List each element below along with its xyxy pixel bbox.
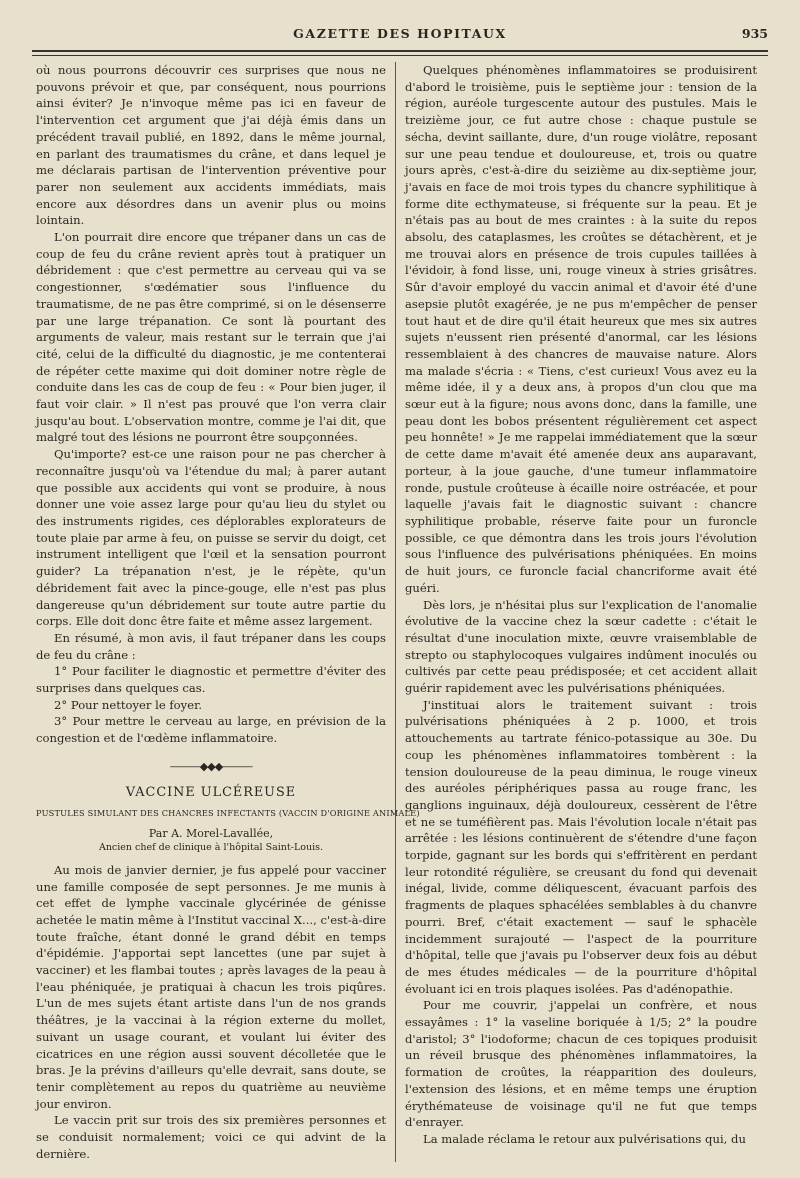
- paragraph: où nous pourrons découvrir ces surprises que nous ne pouvons prévoir et que, par conséquent, nous pourrions ainsi éviter? Je n'invoque même pas ici en faveur de l'intervention cet argument que j'ai déjà émis dans un précédent travail publié, en 1892, dans le même journal, en parlant des traumatismes du crâne, et dans lequel je me déclarais partisan de l'intervention préventive pour parer non seulement aux accidents immédiats, mais encore aux désordres dans un avenir plus ou moins lointain.: [36, 63, 386, 228]
- section-separator: ———◆◆◆———: [169, 759, 253, 773]
- paragraph: 2° Pour nettoyer le foyer.: [54, 697, 203, 712]
- article-affiliation: Ancien chef de clinique à l'hôpital Saint-Louis.: [98, 841, 324, 853]
- paragraph: Quelques phénomènes inflammatoires se produisirent d'abord le troisième, puis le septième jour : tension de la région, auréole turgescente autour des pustules. Mais le treizième jour, ce fut autre chose : chaque pustule se sécha, devint saillante, dure, d'un rouge violâtre, reposant sur une peau tendue et douloureuse, et, trois ou quatre jours après, c'est-à-dire du seizième au dix-septième jour, j'avais en face de moi trois types du chancre syphilitique à forme dite ecthymateuse, si fréquente sur la peau. Et je n'étais pas au bout de mes craintes : à la suite du repos absolu, des cataplasmes, les croûtes se détachèrent, et je me trouvai alors en présence de trois cupules taillées à l'évidoir, à fond lisse, uni, rouge vineux à stries grisâtres. Sûr d'avoir employé du vaccin animal et d'avoir été d'une asepsie plutôt exagérée, je ne pus m'empêcher de penser tout haut et de dire qu'il était heureux que mes six autres sujets n'eussent rien présenté d'anormal, car les lésions ressemblaient à des chancres de mauvaise nature. Alors ma malade s'écria : « Tiens, c'est curieux! Vous avez eu la même idée, il y a deux ans, à propos d'un clou que ma sœur eut à la figure; nous avons donc, dans la famille, une peau dont les bobos présentent régulièrement cet aspect peu honnête! » Je me rappelai immédiatement que la sœur de cette dame m'avait été amenée deux ans auparavant, porteur, à la joue gauche, d'une tumeur inflammatoire ronde, pustule croûteuse à écaille noire ostréacée, et pour laquelle j'avais fait le diagnostic suivant : chancre syphilitique probable, réserve faite pour un furoncle possible, ce que démontra dans les trois jours l'évolution sous l'influence des pulvérisations phéniquées. En moins de huit jours, ce furoncle facial chancriforme avait été guéri.: [405, 63, 757, 595]
- article-author: Par A. Morel-Lavallée,: [148, 826, 274, 840]
- article-title: VACCINE ULCÉREUSE: [125, 784, 297, 800]
- header-rule-thick: [32, 50, 768, 52]
- journal-title: GAZETTE DES HOPITAUX: [293, 26, 507, 41]
- paragraph: Dès lors, je n'hésitai plus sur l'explication de l'anomalie évolutive de la vaccine chez la sœur cadette : c'était le résultat d'une inoculation mixte, œuvre vraisemblable de strepto ou staphylocoques vulgaires indûment inoculés ou cultivés par cette peau prédisposée; et cet accident allait guérir rapidement avec les pulvérisations phéniquées.: [405, 597, 757, 696]
- column-divider: [395, 62, 396, 1162]
- paragraph: La malade réclama le retour aux pulvérisations qui, du: [423, 1132, 746, 1146]
- paragraph: Pour me couvrir, j'appelai un confrère, et nous essayâmes : 1° la vaseline boriquée à 1/5; 2° la poudre d'aristol; 3° l'iodoforme; chacun de ces topiques produisit un réveil brusque des phénomènes inflammatoires, la formation de croûtes, la réapparition des douleurs, l'extension des lésions, et en même temps une éruption érythémateuse de voisinage qu'il ne fut que temps d'enrayer.: [405, 998, 757, 1130]
- article-subtitle: PUSTULES SIMULANT DES CHANCRES INFECTANTS (VACCIN D'ORIGINE ANIMALE): [36, 807, 420, 818]
- right-column: [405, 62, 757, 1148]
- paragraph: Au mois de janvier dernier, je fus appelé pour vacciner une famille composée de sept personnes. Je me munis à cet effet de lymphe vaccinale glycérinée de génisse achetée le matin même à l'Institut vaccinal X..., c'est-à-dire toute fraîche, étant donné le grand débit en temps d'épidémie. J'apportai sept lancettes (une par sujet à vacciner) et les flambai toutes ; après lavages de la peau à l'eau phéniquée, je pratiquai à chacun les trois piqûres. L'un de mes sujets étant artiste dans l'un de nos grands théâtres, je la vaccinai à la région externe du mollet, suivant un usage courant, et voulant lui éviter des cicatrices en une région aussi souvent décolletée que le bras. Je la prévins d'ailleurs qu'elle devrait, sans doute, se tenir complètement au repos du quatrième au neuvième jour environ.: [36, 862, 386, 1111]
- paragraph: Qu'importe? est-ce une raison pour ne pas chercher à reconnaître jusqu'où va l'étendue du mal; à parer autant que possible aux accidents qui vont se produire, à nous donner une voie assez large pour qu'au lieu du stylet ou des instruments rigides, ces déplorables explorateurs de toute plaie par arme à feu, on puisse se servir du doigt, cet instrument intelligent que l'œil et la sensation pourront guider? La trépanation n'est, je le répète, qu'un débridement fait avec la pince-gouge, elle n'est pas plus dangereuse qu'un débridement sur toute autre partie du corps. Elle doit donc être faite et même assez largement.: [36, 447, 386, 629]
- paragraph: 3° Pour mettre le cerveau au large, en prévision de la congestion et de l'œdème inflammatoire.: [36, 714, 386, 746]
- paragraph: En résumé, à mon avis, il faut trépaner dans les coups de feu du crâne :: [36, 630, 386, 662]
- paragraph: L'on pourrait dire encore que trépaner dans un cas de coup de feu du crâne revient après tout à pratiquer un débridement : que c'est permettre au cerveau qui va se congestionner, s'œdématier sous l'influence du traumatisme, de ne pas être comprimé, si on le désenserre par une large trépanation. Ce sont là pourtant des arguments de valeur, mais restant sur le terrain que j'ai cité, celui de la difficulté du diagnostic, je me contenterai de répéter cette maxime qui doit dominer notre règle de conduite dans les cas de coup de feu : « Pour bien juger, il faut voir clair. » Il n'est pas prouvé que l'on verra clair jusqu'au bout. L'observation montre, comme je l'ai dit, que malgré tout des lésions ne pourront être soupçonnées.: [36, 230, 386, 445]
- paragraph: J'instituai alors le traitement suivant : trois pulvérisations phéniquées à 2 p. 1000, et trois attouchements au tartrate fénico-potassique au 30e. Du coup les phénomènes inflammatoires tombèrent : la tension douloureuse de la peau diminua, le rouge vineux des auréoles périphériques passa au rouge franc, les ganglions inguinaux, déjà douloureux, cessèrent de l'être et ne se tuméfièrent pas. Mais l'évolution locale n'était pas arrêtée : les lésions continuèrent de s'étendre d'une façon torpide, gagnant sur les bords qui s'effritèrent en perdant leur rotondité régulière, se creusant du fond qui devenait inégal, livide, comme déliquescent, évacuant parfois des fragments de plaques sphacélées semblables à du chanvre pourri. Bref, c'était exactement — sauf le sphacèle incidemment surajouté — l'aspect de la pourriture d'hôpital, telle que j'avais pu l'observer deux fois au début de mes études médicales — de la pourriture d'hôpital évoluant ici en trois plaques isolées. Pas d'adénopathie.: [405, 697, 757, 996]
- left-column: [36, 62, 420, 1162]
- paragraph: 1° Pour faciliter le diagnostic et permettre d'éviter des surprises dans quelques cas.: [36, 664, 386, 696]
- page-number: 935: [741, 26, 768, 41]
- paragraph: Le vaccin prit sur trois des six premières personnes et se conduisit normalement; voici ce qui advint de la dernière.: [36, 1113, 386, 1161]
- page-header: [32, 26, 768, 46]
- header-rule-thin: [32, 55, 768, 56]
